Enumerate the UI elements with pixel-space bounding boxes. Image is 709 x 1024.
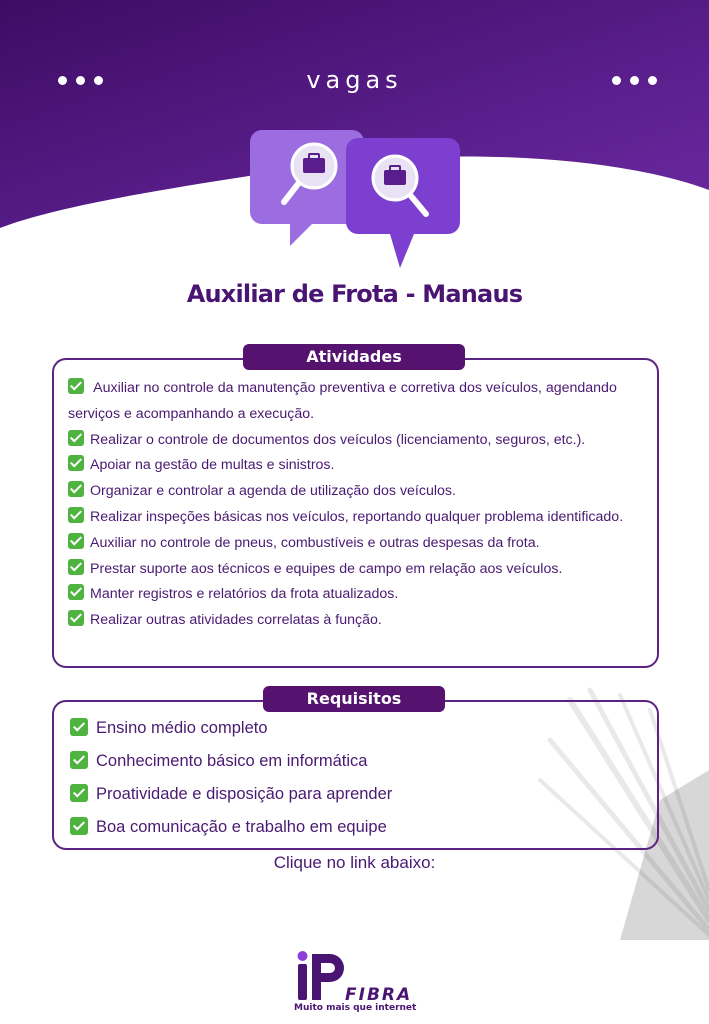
list-item (68, 557, 648, 583)
check-icon (68, 481, 84, 497)
list-item (68, 479, 648, 505)
list-item (70, 746, 392, 779)
list-item-text: Realizar inspeções básicas nos veículos, reportando qualquer problema identificado. (90, 508, 624, 525)
list-item-text: Proatividade e disposição para aprender (96, 785, 393, 803)
activities-title: Atividades (243, 344, 465, 370)
brand-name: FIBRA (345, 985, 413, 1005)
list-item (70, 713, 392, 746)
list-item (68, 428, 648, 454)
job-title: Auxiliar de Frota - Manaus (186, 280, 523, 308)
list-item-text: Auxiliar no controle da manutenção preventiva e corretiva dos veículos, agendando serviços e acompanhando a execução. (68, 380, 617, 422)
requirements-list (70, 713, 392, 845)
check-icon (70, 784, 88, 802)
list-item (68, 531, 648, 557)
check-icon (68, 430, 84, 446)
check-icon (68, 533, 84, 549)
list-item (68, 505, 648, 531)
list-item-text: Organizar e controlar a agenda de utilização dos veículos. (90, 483, 456, 500)
check-icon (68, 584, 84, 600)
list-item-text: Apoiar na gestão de multas e sinistros. (90, 457, 335, 474)
check-icon (70, 817, 88, 835)
list-item-text: Boa comunicação e trabalho em equipe (96, 818, 387, 836)
requirements-title: Requisitos (263, 686, 445, 712)
list-item (68, 453, 648, 479)
list-item-text: Realizar outras atividades correlatas à função. (90, 612, 382, 629)
cta-text: Clique no link abaixo: (273, 853, 436, 872)
check-icon (68, 455, 84, 471)
list-item (70, 779, 392, 812)
brand-tagline: Muito mais que internet (294, 1003, 417, 1013)
check-icon (70, 751, 88, 769)
list-item (70, 812, 392, 845)
check-icon (68, 507, 84, 523)
list-item-text: Prestar suporte aos técnicos e equipes de campo em relação aos veículos. (90, 560, 563, 577)
check-icon (68, 610, 84, 626)
check-icon (68, 378, 84, 394)
list-item-text: Manter registros e relatórios da frota atualizados. (90, 586, 399, 603)
list-item-text: Conhecimento básico em informática (96, 752, 368, 770)
check-icon (70, 718, 88, 736)
list-item-text: Auxiliar no controle de pneus, combustíveis e outras despesas da frota. (90, 534, 540, 551)
check-icon (68, 559, 84, 575)
list-item (68, 376, 648, 428)
job-search-icon (250, 120, 470, 280)
list-item (68, 608, 648, 634)
list-item-text: Realizar o controle de documentos dos veículos (licenciamento, seguros, etc.). (90, 431, 586, 448)
activities-list (68, 376, 648, 634)
list-item (68, 582, 648, 608)
header-label: vagas (306, 66, 403, 94)
list-item-text: Ensino médio completo (96, 719, 268, 737)
